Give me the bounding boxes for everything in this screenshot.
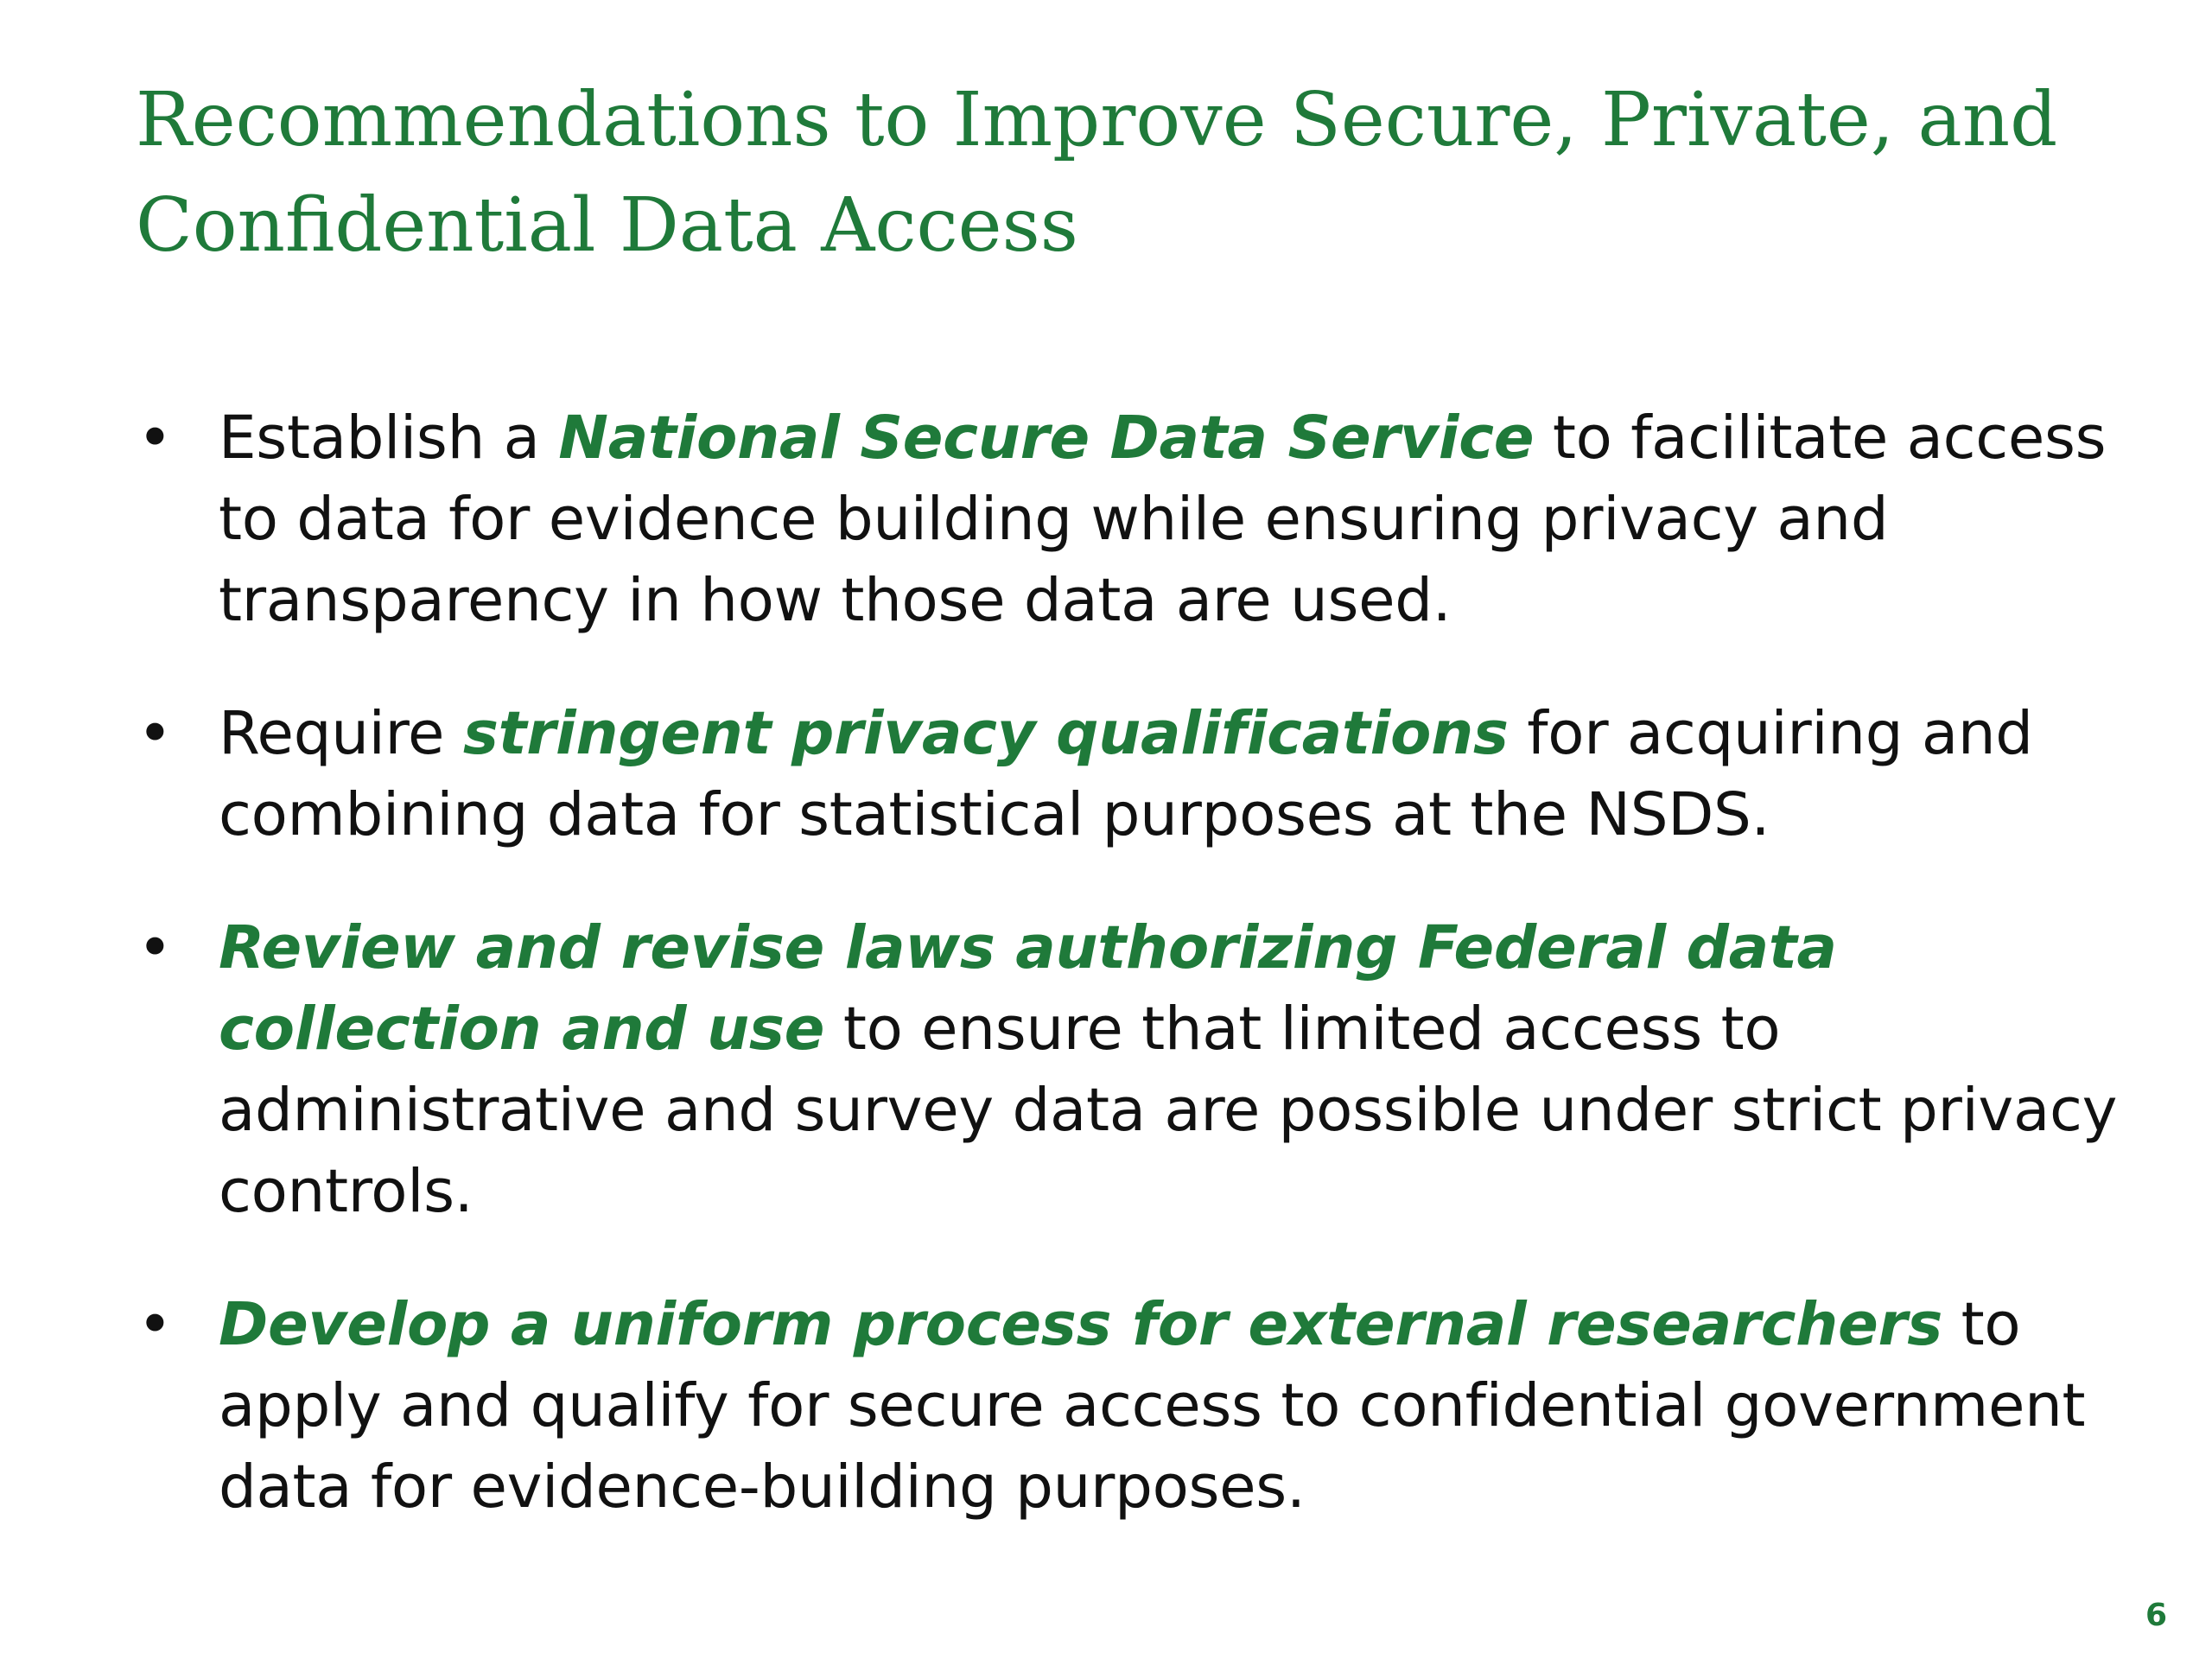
bullet-dot-icon: •	[137, 913, 173, 982]
bullet-text-pre: Require	[219, 699, 463, 768]
bullet-dot-icon: •	[137, 699, 173, 768]
bullet-text-pre: Establish a	[219, 404, 559, 473]
bullet-text-post: to ensure that limited access to administrative and survey data are possible under strict privacy controls.	[219, 995, 2118, 1226]
bullet-item-3	[136, 907, 2123, 1232]
bullet-dot-icon: •	[137, 1290, 173, 1359]
page-number: 6	[2145, 1598, 2167, 1633]
bullet-item-4	[136, 1284, 2123, 1528]
bullet-dot-icon: •	[137, 404, 173, 473]
bullet-item-2	[136, 693, 2123, 855]
bullet-text-post: for acquiring and combining data for statistical purposes at the NSDS.	[219, 699, 2033, 849]
bullet-emphasis: stringent privacy qualifications	[462, 699, 1509, 768]
bullet-emphasis: National Secure Data Service	[558, 404, 1535, 473]
bullet-text-post: to apply and qualify for secure access to confidential government data for evidence-building purposes.	[219, 1290, 2086, 1522]
bullet-item-1	[136, 397, 2123, 641]
slide-title: Recommendations to Improve Secure, Private, and Confidential Data Access	[136, 77, 2058, 269]
bullet-list	[136, 397, 2123, 1528]
bullet-emphasis: Develop a uniform process for external researchers	[219, 1290, 1942, 1359]
bullet-emphasis: Review and revise laws authorizing Federal data collection and use	[219, 913, 1837, 1064]
bullet-text-post: to facilitate access to data for evidence building while ensuring privacy and transparency in how those data are used.	[219, 404, 2107, 635]
